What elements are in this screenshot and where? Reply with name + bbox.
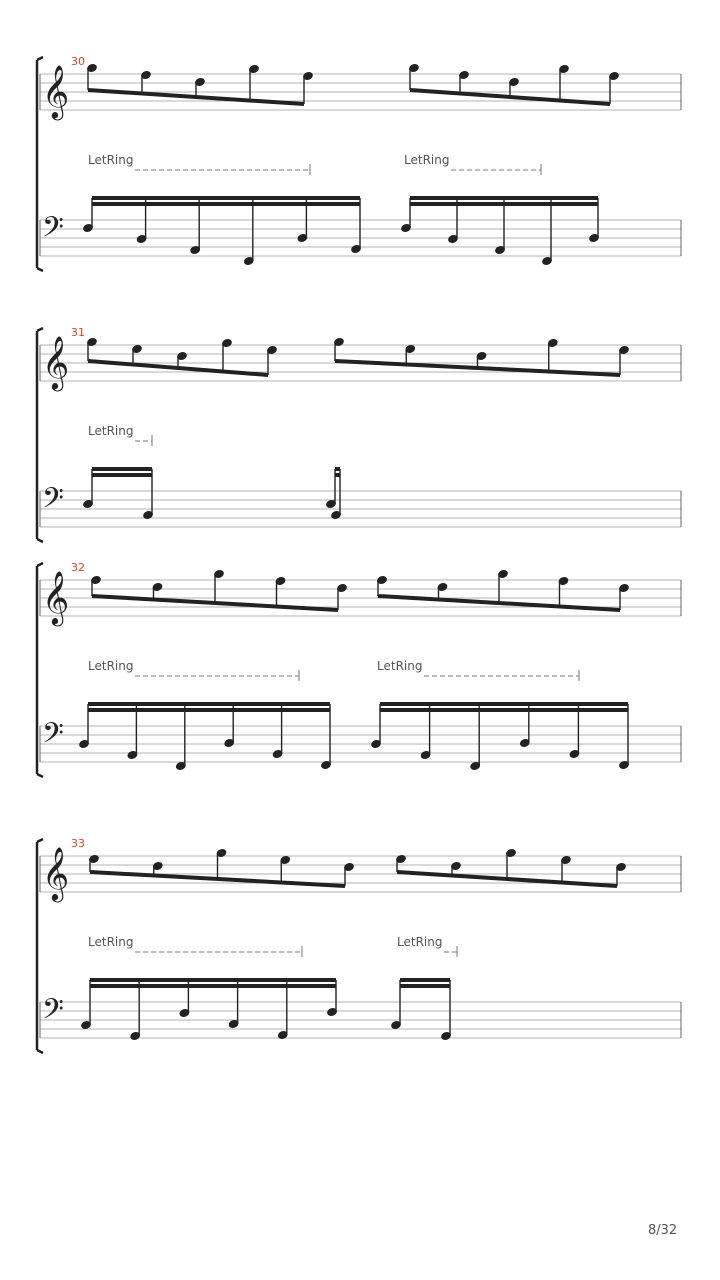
bass-clef-icon: 𝄢 (42, 482, 64, 522)
bass-staff (40, 993, 681, 1038)
system-32 (37, 561, 681, 777)
let-ring-label: LetRing (88, 153, 134, 167)
bass-clef-icon: 𝄢 (42, 717, 64, 757)
measure-number: 30 (71, 55, 85, 68)
system-33 (37, 837, 681, 1053)
measure-number: 31 (71, 326, 85, 339)
treble-clef-icon: 𝄞 (42, 846, 70, 900)
bass-clef-icon: 𝄢 (42, 993, 64, 1033)
let-ring-label: LetRing (397, 935, 443, 949)
let-ring-label: LetRing (88, 424, 134, 438)
system-31 (37, 326, 681, 542)
system-30 (37, 55, 681, 271)
let-ring-label: LetRing (88, 659, 134, 673)
measure-number: 33 (71, 837, 85, 850)
let-ring-label: LetRing (377, 659, 423, 673)
page-number: 8/32 (648, 1223, 678, 1238)
bass-clef-icon: 𝄢 (42, 211, 64, 251)
treble-clef-icon: 𝄞 (42, 64, 70, 118)
let-ring-label: LetRing (88, 935, 134, 949)
measure-number: 32 (71, 561, 85, 574)
treble-clef-icon: 𝄞 (42, 335, 70, 389)
treble-clef-icon: 𝄞 (42, 570, 70, 624)
let-ring-label: LetRing (404, 153, 450, 167)
bass-staff (40, 482, 681, 527)
